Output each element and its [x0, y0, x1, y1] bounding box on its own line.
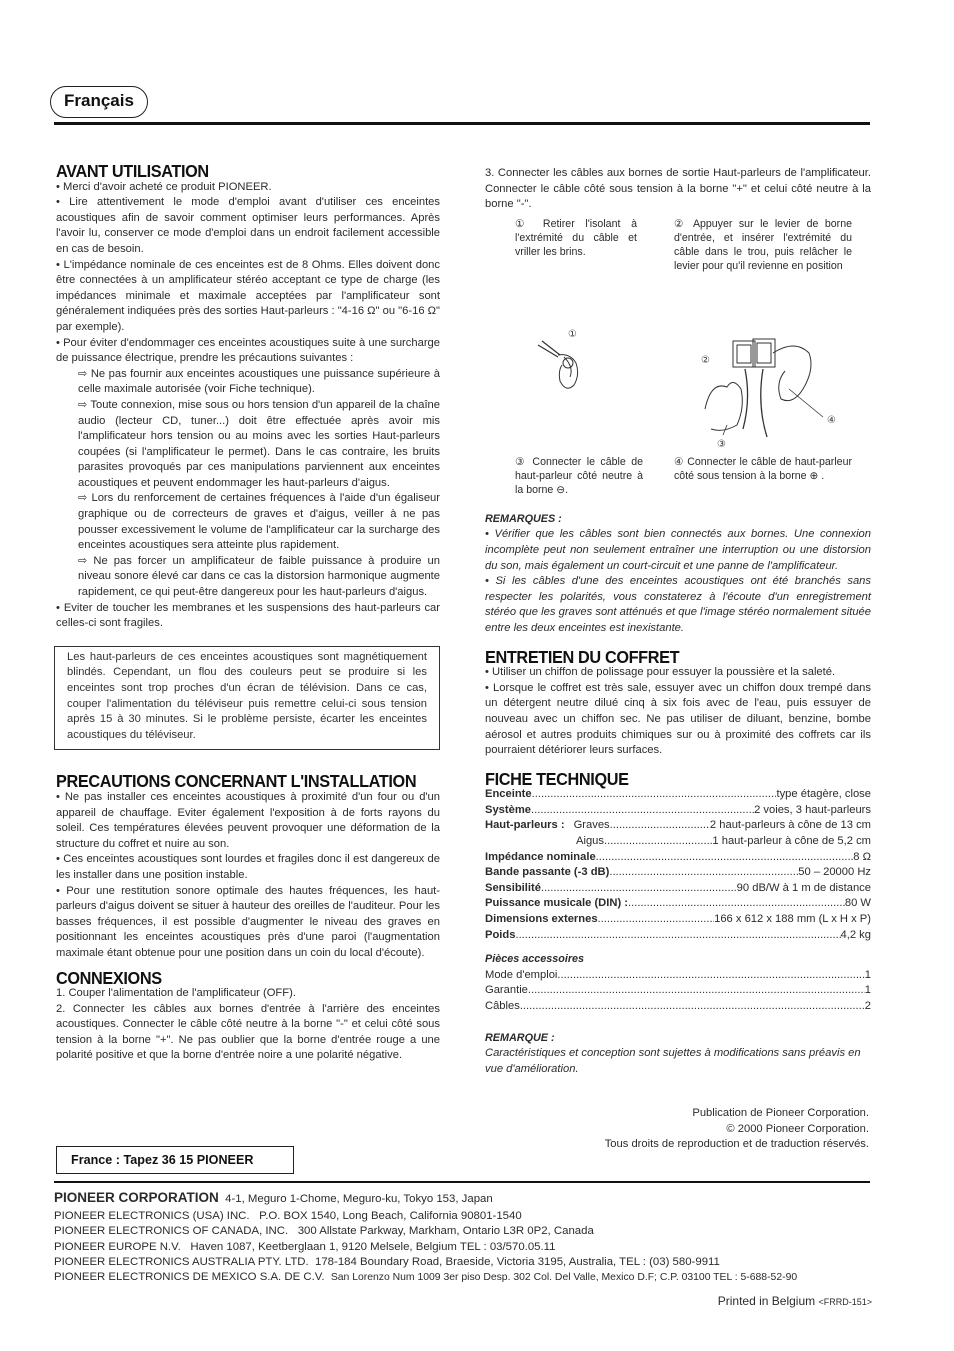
spec-row — [485, 881, 871, 897]
spec-value: 4,2 kg — [840, 928, 871, 941]
precautions-p1: • Ne pas installer ces enceintes acoustiques à proximité d'un four ou d'un appareil de chauffage. Eviter également l'exposition à de forts rayons du soleil. Ces températures élevées peuvent provoquer une déformation de la structure du coffret et nuire au son. — [56, 790, 440, 850]
accessories-list — [485, 968, 871, 1015]
spec-row — [485, 865, 871, 881]
magnetic-shield-note: Les haut-parleurs de ces enceintes acoustiques sont magnétiquement blindés. Cependant, un flou des couleurs peut se produire si les enceintes sont trop proches d'un écran de télévision. Dans ce cas, couper l'alimentation du téléviseur puis remettre celui-ci sous tension après 15 à 30 minutes. Si le problème persiste, écarter les enceintes acoustiques du téléviseur. — [54, 646, 440, 751]
france-minitel-box: France : Tapez 36 15 PIONEER — [56, 1146, 294, 1174]
right-column — [485, 166, 871, 1077]
spec-label: Dimensions externes — [485, 913, 598, 926]
accessory-row — [485, 968, 871, 984]
spec-row — [485, 803, 871, 819]
spec-list — [485, 787, 871, 943]
usa-name: PIONEER ELECTRONICS (USA) INC. — [54, 1210, 250, 1223]
svg-text:④: ④ — [827, 414, 836, 426]
accessory-qty: 2 — [864, 1000, 871, 1012]
spec-value: 8 Ω — [853, 850, 871, 863]
australia-address: 178-184 Boundary Road, Braeside, Victoria 3195, Australia, TEL : (03) 580-9911 — [315, 1255, 720, 1268]
remarks-title: REMARQUES : — [485, 512, 562, 525]
avant-s1: ⇨ Ne pas fournir aux enceintes acoustiques une puissance supérieure à celle maximale autorisée (voir Fiche technique). — [78, 367, 440, 396]
address-block — [54, 1190, 874, 1285]
printed-in — [718, 1294, 872, 1311]
spec-value: 90 dB/W à 1 m de distance — [736, 881, 871, 894]
accessories-title: Pièces accessoires — [485, 953, 585, 966]
spec-row — [485, 928, 871, 944]
spec-label: Puissance musicale (DIN) : — [485, 897, 629, 910]
avant-p5: • Eviter de toucher les membranes et les suspensions des haut-parleurs car celles-ci sont fragiles. — [56, 601, 440, 630]
canada-name: PIONEER ELECTRONICS OF CANADA, INC. — [54, 1225, 289, 1238]
connexions-p2: 2. Connecter les câbles aux bornes d'entrée à l'arrière des enceintes acoustiques. Connecter le câble côté neutre à la borne "-" et celui côté sous tension à la borne "+". Ne pas oublier que la borne d'entrée rouge a une polarité positive et que la borne d'entrée noire a une polarité négative. — [56, 1002, 440, 1062]
publication-notice — [549, 1106, 869, 1153]
accessory-label: Câbles — [485, 1000, 520, 1012]
svg-text:①: ① — [568, 328, 577, 340]
entretien-p2: • Lorsque le coffret est très sale, essuyer avec un chiffon doux trempé dans un détergent neutre dilué cinq à six fois avec de l'eau, puis essuyer de nouveau avec un chiffon sec. Ne pas utiliser de diluant, benzine, bombe aérosol et autres produits chimiques sur ou à proximité des coffrets car ils pourraient détériorer leurs surfaces. — [485, 681, 871, 757]
europe-address: Haven 1087, Keetberglaan 1, 9120 Melsele, Belgium TEL : 03/570.05.11 — [190, 1240, 556, 1253]
left-column — [56, 161, 440, 1064]
spec-label: Poids — [485, 928, 516, 941]
connexions-p3: 3. Connecter les câbles aux bornes de sortie Haut-parleurs de l'amplificateur. Connecter le câble côté sous tension à la borne "+" et celui côté neutre à la borne "-". — [485, 167, 871, 211]
language-label: Français — [50, 86, 148, 118]
spec-label: Impédance nominale — [485, 850, 596, 863]
remarque-text: Caractéristiques et conception sont sujettes à modifications sans préavis en vue d'amélioration. — [485, 1047, 861, 1075]
spec-sublabel: Graves — [573, 819, 610, 832]
spec-row — [485, 787, 871, 803]
canada-address: 300 Allstate Parkway, Markham, Ontario L3R 0P2, Canada — [297, 1225, 594, 1238]
copyright-line: © 2000 Pioneer Corporation. — [726, 1122, 869, 1135]
spec-label: Sensibilité — [485, 881, 541, 894]
corp-address: 4-1, Meguro 1-Chome, Meguro-ku, Tokyo 153, Japan — [225, 1193, 493, 1205]
europe-name: PIONEER EUROPE N.V. — [54, 1240, 181, 1253]
avant-p1: • Merci d'avoir acheté ce produit PIONEER. — [56, 180, 272, 193]
connexions-p1: 1. Couper l'alimentation de l'amplificateur (OFF). — [56, 987, 296, 1000]
spec-label: Bande passante (-3 dB) — [485, 866, 610, 879]
precautions-title: PRECAUTIONS CONCERNANT L'INSTALLATION — [56, 771, 417, 792]
figure-step-2: ② Appuyer sur le levier de borne d'entrée, et insérer l'extrémité du câble dans le trou, puis relâcher le levier pour qu'il revienne en position — [674, 217, 852, 272]
spec-row — [485, 896, 871, 912]
figure-step-1: ① Retirer l'isolant à l'extrémité du câble et vriller les brins. — [515, 217, 637, 258]
spec-row — [485, 912, 871, 928]
entretien-p1: • Utiliser un chiffon de polissage pour essuyer la poussière et la saleté. — [485, 666, 836, 679]
avant-s2: ⇨ Toute connexion, mise sous ou hors tension d'un appareil de la chaîne audio (lecteur CD, tuner...) doit être effectuée après avoir mis l'amplificateur hors tension ou au moins avec les sorties Haut-parleurs coupées (si l'amplificateur le permet). Dans le cas contraire, les bruits parasites provoqués par ces manipulations parviennent aux enceintes acoustiques et peuvent endommager les haut-parleurs d'aigus. — [78, 398, 440, 489]
rights-line: Tous droits de reproduction et de traduction réservés. — [604, 1138, 869, 1151]
avant-p2: • Lire attentivement le mode d'emploi avant d'utiliser ces enceintes acoustiques afin de savoir comment optimiser leurs performances. Après l'avoir lu, conserver ce mode d'emploi dans un endroit facilement accessible en cas de besoin. — [56, 196, 440, 255]
precautions-p2: • Ces enceintes acoustiques sont lourdes et fragiles donc il est dangereux de les installer dans une position instable. — [56, 853, 440, 881]
accessory-row — [485, 999, 871, 1015]
avant-s3: ⇨ Lors du renforcement de certaines fréquences à l'aide d'un égaliseur graphique ou de correcteurs de graves et d'aigus, veiller à ne pas pousser excessivement le volume de l'amplificateur car la surcharge des enceintes acoustiques sera atteinte plus rapidement. — [78, 492, 440, 552]
spec-value: 1 haut-parleur à cône de 5,2 cm — [712, 835, 871, 848]
spec-row — [485, 850, 871, 866]
terminal-illustration — [697, 329, 847, 451]
spec-value: type étagère, close — [776, 788, 871, 801]
spec-value: 166 x 612 x 188 mm (L x H x P) — [714, 913, 871, 926]
remarque-title: REMARQUE : — [485, 1031, 555, 1044]
top-divider — [54, 122, 870, 125]
spec-label: Enceinte — [485, 788, 532, 801]
spec-value: 2 voies, 3 haut-parleurs — [754, 803, 871, 816]
spec-value: 2 haut-parleurs à cône de 13 cm — [709, 819, 871, 832]
accessory-row — [485, 983, 871, 999]
connection-figure — [485, 217, 871, 496]
strip-wire-illustration — [530, 327, 600, 397]
spec-row — [485, 818, 871, 834]
accessory-qty: 1 — [864, 984, 871, 997]
accessory-qty: 1 — [864, 968, 871, 981]
spec-value: 50 – 20000 Hz — [798, 866, 871, 879]
figure-step-3: ③ Connecter le câble de haut-parleur côté neutre à la borne ⊖. — [515, 455, 643, 496]
spec-value: 80 W — [844, 897, 871, 910]
remark-1: • Vérifier que les câbles sont bien connectés aux bornes. Une connexion incomplète peut non seulement entraîner une interruption ou une distorsion du son, mais également un court-circuit et une panne de l'amplificateur. — [485, 528, 871, 572]
fiche-title: FICHE TECHNIQUE — [485, 768, 629, 789]
document-code: <FRRD-151> — [818, 1297, 872, 1307]
connexions-title: CONNEXIONS — [56, 967, 162, 988]
usa-address: P.O. BOX 1540, Long Beach, California 90801-1540 — [259, 1210, 522, 1223]
spec-row — [485, 834, 871, 850]
remark-2: • Si les câbles d'une des enceintes acoustiques ont été branchés sans respecter les polarités, vous constaterez à l'écoute d'un enregistrement stéréo que les graves sont atténués et que l'image stéréo normalement située entre les deux enceintes est inexistante. — [485, 575, 871, 634]
avant-s4: ⇨ Ne pas forcer un amplificateur de faible puissance à produire un niveau sonore élevé car dans ce cas la distorsion harmonique augmente rapidement, ce qui peut-être dangereux pour les haut-parleurs d'aigus. — [78, 554, 440, 599]
mexico-address: San Lorenzo Num 1009 3er piso Desp. 302 Col. Del Valle, Mexico D.F; C.P. 03100 TEL : 5-688-52-90 — [330, 1272, 798, 1284]
corp-name: PIONEER CORPORATION — [54, 1190, 219, 1205]
bottom-divider — [54, 1181, 870, 1183]
avant-p4: • Pour éviter d'endommager ces enceintes acoustiques suite à une surcharge de puissance électrique, prendre les précautions suivantes : — [56, 336, 440, 365]
accessory-label: Mode d'emploi — [485, 968, 558, 981]
publication-line: Publication de Pioneer Corporation. — [692, 1107, 869, 1119]
entretien-title: ENTRETIEN DU COFFRET — [485, 646, 680, 667]
spec-label: Système — [485, 803, 532, 816]
svg-text:③: ③ — [717, 438, 726, 450]
avant-title: AVANT UTILISATION — [56, 161, 209, 181]
spec-label: Haut-parleurs : — [485, 819, 565, 832]
australia-name: PIONEER ELECTRONICS AUSTRALIA PTY. LTD. — [54, 1255, 309, 1268]
avant-p3: • L'impédance nominale de ces enceintes est de 8 Ohms. Elles doivent donc être connectées à un amplificateur stéréo acceptant ce type de charge (les impédances minimale et maximale acceptées par l'amplificateur sont généralement indiquées près des sorties Haut-parleurs : "4-16 Ω" ou "6-16 Ω" par exemple). — [56, 258, 440, 333]
printed-label: Printed in Belgium — [717, 1294, 816, 1308]
spec-sublabel: Aigus — [576, 835, 604, 848]
precautions-p3: • Pour une restitution sonore optimale des hautes fréquences, les haut-parleurs d'aigus doivent se situer à hauteur des oreilles de l'auditeur. Pour les basses fréquences, il est possible d'augmenter le niveau des graves en positionnant les enceintes acoustiques près d'une paroi (l'augmentation maximale étant obtenue pour une position dans un coin du local d'écoute). — [56, 884, 440, 959]
accessory-label: Garantie — [485, 984, 528, 997]
mexico-name: PIONEER ELECTRONICS DE MEXICO S.A. DE C.V. — [54, 1271, 325, 1284]
figure-step-4: ④ Connecter le câble de haut-parleur côté sous tension à la borne ⊕ . — [674, 455, 852, 482]
svg-text:②: ② — [701, 354, 710, 366]
